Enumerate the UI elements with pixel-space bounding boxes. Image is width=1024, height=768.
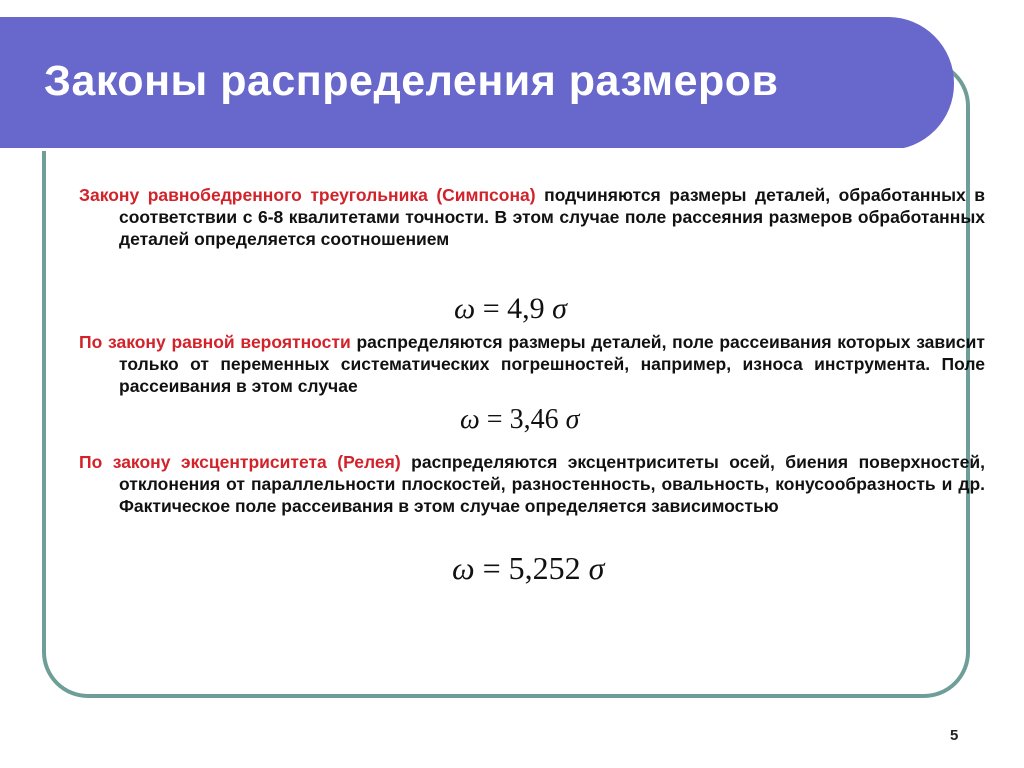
slide-title: Законы распределения размеров (44, 57, 779, 105)
formula-rayleigh-value: 5,252 (508, 550, 581, 586)
formula-simpson (454, 292, 567, 326)
paragraph-uniform (79, 331, 985, 397)
formula-simpson-equals: = (482, 292, 500, 325)
formula-simpson-value: 4,9 (507, 292, 545, 325)
title-banner (0, 17, 954, 150)
formula-uniform-omega: ω (460, 404, 480, 435)
formula-uniform-value: 3,46 (509, 404, 559, 435)
paragraph-rayleigh-lead: По закону эксцентриситета (Релея) (79, 452, 401, 472)
paragraph-uniform-text: распределяются размеры деталей, поле рассеивания которых зависит только от переменных систематических погрешностей, например, износа инструмента. Поле рассеивания в этом случае (119, 332, 985, 396)
paragraph-simpson (79, 184, 985, 250)
paragraph-uniform-lead: По закону равной вероятности (79, 332, 351, 352)
paragraph-simpson-lead: Закону равнобедренного треугольника (Симпсона) (79, 185, 536, 205)
paragraph-rayleigh-text: распределяются эксцентриситеты осей, биения поверхностей, отклонения от параллельности плоскостей, разностенность, овальность, конусообразность и др. Фактическое поле рассеивания в этом случае определяется зависимостью (119, 452, 985, 516)
formula-uniform-equals: = (486, 404, 503, 435)
paragraph-simpson-text: подчиняются размеры деталей, обработанных в соответствии с 6-8 квалитетами точности. В этом случае поле рассеяния размеров обработанных деталей определяется соотношением (119, 185, 986, 249)
page-number: 5 (950, 727, 959, 744)
title-underline (0, 148, 904, 151)
formula-rayleigh-omega: ω (452, 550, 475, 586)
formula-rayleigh (452, 550, 604, 587)
formula-simpson-omega: ω (454, 292, 476, 325)
formula-uniform-sigma: σ (565, 404, 580, 435)
formula-uniform (460, 404, 579, 436)
formula-rayleigh-equals: = (482, 550, 501, 586)
formula-rayleigh-sigma: σ (588, 550, 605, 586)
formula-simpson-sigma: σ (552, 292, 567, 325)
paragraph-rayleigh (79, 451, 985, 517)
